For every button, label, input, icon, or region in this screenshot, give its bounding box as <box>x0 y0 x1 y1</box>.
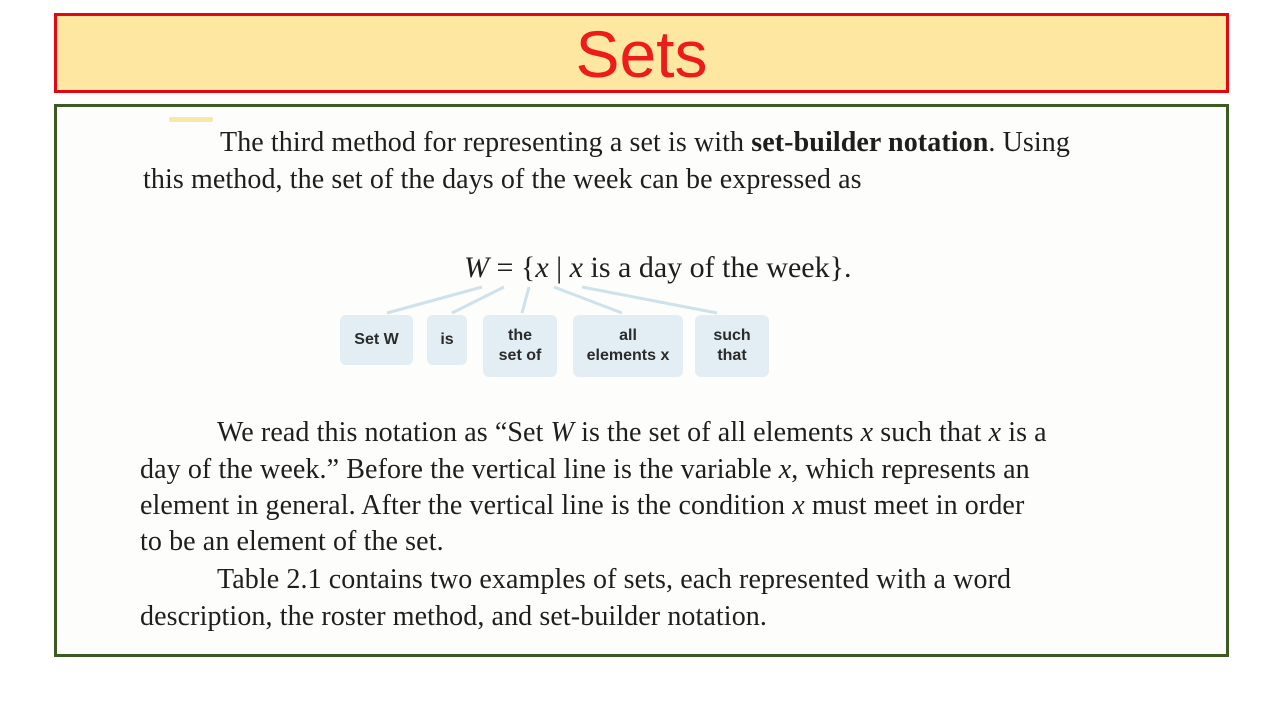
paragraph2-text: We read this notation as “Set <box>217 417 551 448</box>
connector-line <box>582 287 717 313</box>
paragraph3-line2: description, the roster method, and set-builder notation. <box>140 601 767 632</box>
paragraph2-text: element in general. After the vertical line is the condition <box>140 490 793 521</box>
formula-bar: | <box>548 251 570 284</box>
formula-var-w: W <box>464 251 489 284</box>
connector-line <box>452 287 504 313</box>
var-x: x <box>778 454 792 485</box>
var-w: W <box>550 417 574 448</box>
slide-title: Sets <box>575 17 708 91</box>
var-x: x <box>988 417 1002 448</box>
connector-line <box>387 287 482 313</box>
paragraph2-line4: to be an element of the set. <box>140 526 444 557</box>
paragraph2-line1 <box>217 419 1047 447</box>
paragraph2-text: such that <box>873 417 989 448</box>
formula-text: = { <box>489 251 536 284</box>
annotation-is: is <box>427 315 467 365</box>
annotation-the-set-of: the set of <box>483 315 557 377</box>
connector-line <box>554 287 622 313</box>
paragraph1-line2: this method, the set of the days of the week can be expressed as <box>143 164 862 195</box>
formula-var-x: x <box>535 251 549 284</box>
set-builder-notation-term: set-builder notation <box>751 127 989 158</box>
paragraph2-text: must meet in order <box>804 490 1025 521</box>
textbook-excerpt <box>54 104 1229 657</box>
paragraph3-line1: Table 2.1 contains two examples of sets, each represented with a word <box>217 564 1012 595</box>
paragraph2-line2 <box>140 456 1030 484</box>
title-bar <box>54 13 1229 93</box>
annotation-set-w: Set W <box>340 315 413 365</box>
paragraph2-text: day of the week.” Before the vertical line is the variable <box>140 454 779 485</box>
var-x: x <box>860 417 874 448</box>
formula-var-x: x <box>569 251 583 284</box>
formula-text: is a day of the week}. <box>583 251 852 284</box>
var-x: x <box>792 490 805 521</box>
paragraph2-line3 <box>140 492 1024 520</box>
connector-line <box>522 287 529 313</box>
annotation-all-elements-x: all elements x <box>573 315 683 377</box>
paragraph1-text: The third method for representing a set is with <box>220 127 752 158</box>
paragraph2-text: is the set of all elements <box>573 417 861 448</box>
paragraph2-text: is a <box>1001 417 1047 448</box>
paragraph2-text: , which represents an <box>791 454 1030 485</box>
annotation-such-that: such that <box>695 315 769 377</box>
paragraph1-text: . Using <box>988 127 1071 158</box>
